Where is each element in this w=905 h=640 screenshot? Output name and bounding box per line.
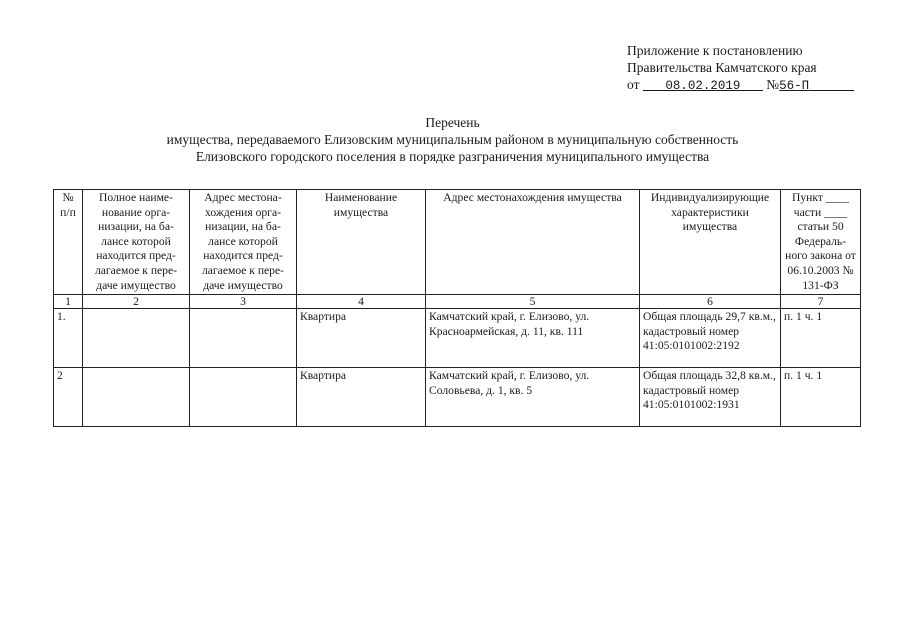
document-title — [0, 114, 905, 165]
law-point-cell: п. 1 ч. 1 — [781, 368, 861, 427]
title-line-3: Елизовского городского поселения в порядке разграничения муниципального имущества — [195, 149, 710, 164]
number-label: № — [766, 77, 780, 92]
org-name-cell — [83, 368, 190, 427]
property-table — [53, 189, 861, 427]
header-cell: Пункт ____ части ____ статьи 50 Федераль-ного закона от 06.10.2003 № 131-ФЗ — [781, 190, 861, 295]
title-line-1: Перечень — [425, 115, 480, 130]
decree-number: 56-П — [779, 79, 810, 93]
column-number: 4 — [297, 295, 426, 309]
column-number: 3 — [190, 295, 297, 309]
header-row — [54, 190, 861, 295]
header-cell: Адрес местонахождения имущества — [426, 190, 640, 295]
row-number: 1. — [54, 309, 83, 368]
header-cell: Наименование имущества — [297, 190, 426, 295]
org-address-cell — [190, 309, 297, 368]
law-point-cell: п. 1 ч. 1 — [781, 309, 861, 368]
row-number: 2 — [54, 368, 83, 427]
column-number-row — [54, 295, 861, 309]
table-row — [54, 309, 861, 368]
header-cell: № п/п — [54, 190, 83, 295]
column-number: 2 — [83, 295, 190, 309]
column-number: 5 — [426, 295, 640, 309]
table-row — [54, 368, 861, 427]
org-name-cell — [83, 309, 190, 368]
header-cell: Адрес местона-хождения орга-низации, на ба-лансе которой находится пред-лагаемое к пере-даче имущество — [190, 190, 297, 295]
appendix-block — [627, 42, 854, 95]
header-cell: Индивидуализирующие характеристики имущества — [640, 190, 781, 295]
property-address-cell: Камчатский край, г. Елизово, ул. Соловьева, д. 1, кв. 5 — [426, 368, 640, 427]
header-cell: Полное наиме-нование орга-низации, на ба-лансе которой находится пред-лагаемое к пере-даче имущество — [83, 190, 190, 295]
column-number: 7 — [781, 295, 861, 309]
column-number: 6 — [640, 295, 781, 309]
characteristics-cell: Общая площадь 32,8 кв.м., кадастровый номер 41:05:0101002:1931 — [640, 368, 781, 427]
title-line-2: имущества, передаваемого Елизовским муниципальным районом в муниципальную собственность — [166, 132, 739, 147]
decree-date: 08.02.2019 — [665, 79, 741, 93]
appendix-line-1: Приложение к постановлению — [627, 43, 803, 58]
property-name-cell: Квартира — [297, 368, 426, 427]
characteristics-cell: Общая площадь 29,7 кв.м., кадастровый номер 41:05:0101002:2192 — [640, 309, 781, 368]
column-number: 1 — [54, 295, 83, 309]
property-name-cell: Квартира — [297, 309, 426, 368]
appendix-line-2: Правительства Камчатского края — [627, 60, 817, 75]
appendix-date-line — [627, 76, 854, 95]
from-label: от — [627, 77, 640, 92]
property-address-cell: Камчатский край, г. Елизово, ул. Красноармейская, д. 11, кв. 111 — [426, 309, 640, 368]
org-address-cell — [190, 368, 297, 427]
